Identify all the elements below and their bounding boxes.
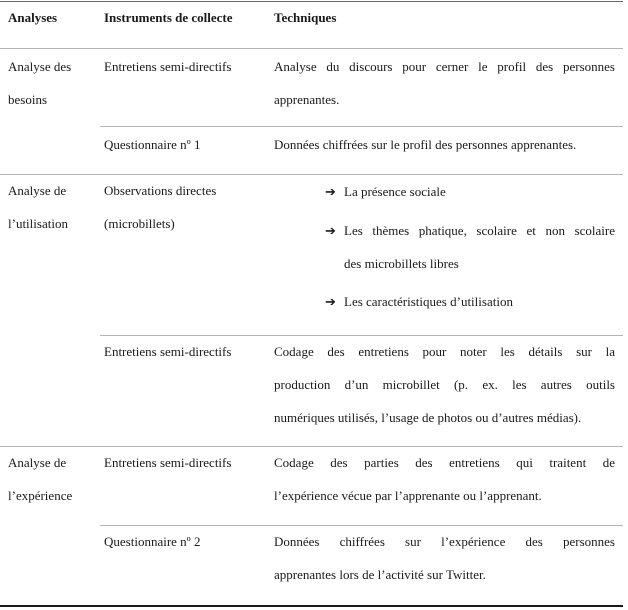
analysis-line: l’expérience	[8, 488, 73, 503]
technique-line: l’expérience vécue par l’apprenante ou l’apprenant.	[274, 488, 542, 503]
analysis-line: l’utilisation	[8, 216, 68, 231]
technique-cell	[274, 128, 615, 161]
instrument-line: Observations directes	[104, 183, 217, 198]
header-separator	[0, 48, 623, 49]
analysis-cell-utilisation	[8, 174, 100, 240]
analysis-line: Analyse de	[8, 455, 67, 470]
technique-cell	[274, 446, 615, 512]
technique-line: Codage des parties des entretiens qui traitent de	[274, 455, 615, 470]
bullet-item	[325, 214, 615, 280]
table-top-border	[0, 1, 623, 2]
analysis-line: besoins	[8, 92, 47, 107]
technique-line: numériques utilisés, l’usage de photos ou d’autres médias).	[274, 410, 582, 425]
instrument-line: Entretiens semi-directifs	[104, 455, 232, 470]
instrument-line: Entretiens semi-directifs	[104, 344, 232, 359]
analysis-line: Analyse des	[8, 59, 72, 74]
arrow-right-icon: ➔	[325, 223, 336, 238]
instrument-cell	[104, 128, 270, 161]
technique-line: Données chiffrées sur le profil des personnes apprenantes.	[274, 137, 577, 152]
technique-cell	[274, 335, 615, 434]
bullet-text: Les thèmes phatique, scolaire et non scolaire	[344, 223, 615, 238]
instrument-cell	[104, 446, 270, 479]
instrument-cell	[104, 525, 270, 558]
technique-line: apprenantes lors de l’activité sur Twitter.	[274, 567, 486, 582]
arrow-right-icon: ➔	[325, 294, 336, 309]
technique-cell	[274, 50, 615, 116]
technique-line: production d’un microbillet (p. ex. les autres outils	[274, 377, 615, 392]
header-instruments: Instruments de collecte	[104, 10, 233, 25]
header-techniques: Techniques	[274, 10, 337, 25]
arrow-right-icon: ➔	[325, 184, 336, 199]
instrument-cell	[104, 174, 270, 240]
bullet-item	[325, 285, 615, 318]
instrument-line: Questionnaire nº 2	[104, 534, 201, 549]
technique-line: apprenantes.	[274, 92, 340, 107]
subrow-separator	[100, 126, 623, 127]
technique-line: Analyse du discours pour cerner le profil des personnes	[274, 59, 615, 74]
bullet-item	[325, 175, 615, 208]
table-bottom-border	[0, 605, 623, 607]
technique-line: Codage des entretiens pour noter les détails sur la	[274, 344, 615, 359]
instrument-line: Entretiens semi-directifs	[104, 59, 232, 74]
bullet-text: La présence sociale	[344, 184, 446, 199]
instrument-line: Questionnaire nº 1	[104, 137, 201, 152]
bullet-text: des microbillets libres	[344, 256, 459, 271]
instrument-cell	[104, 50, 270, 83]
technique-line: Données chiffrées sur l’expérience des personnes	[274, 534, 615, 549]
analysis-cell-experience	[8, 446, 100, 512]
analysis-cell-besoins	[8, 50, 100, 116]
technique-cell	[274, 525, 615, 591]
analysis-line: Analyse de	[8, 183, 67, 198]
bullet-text: Les caractéristiques d’utilisation	[344, 294, 513, 309]
header-analyses: Analyses	[8, 10, 58, 25]
instrument-line: (microbillets)	[104, 216, 175, 231]
instrument-cell	[104, 335, 270, 368]
